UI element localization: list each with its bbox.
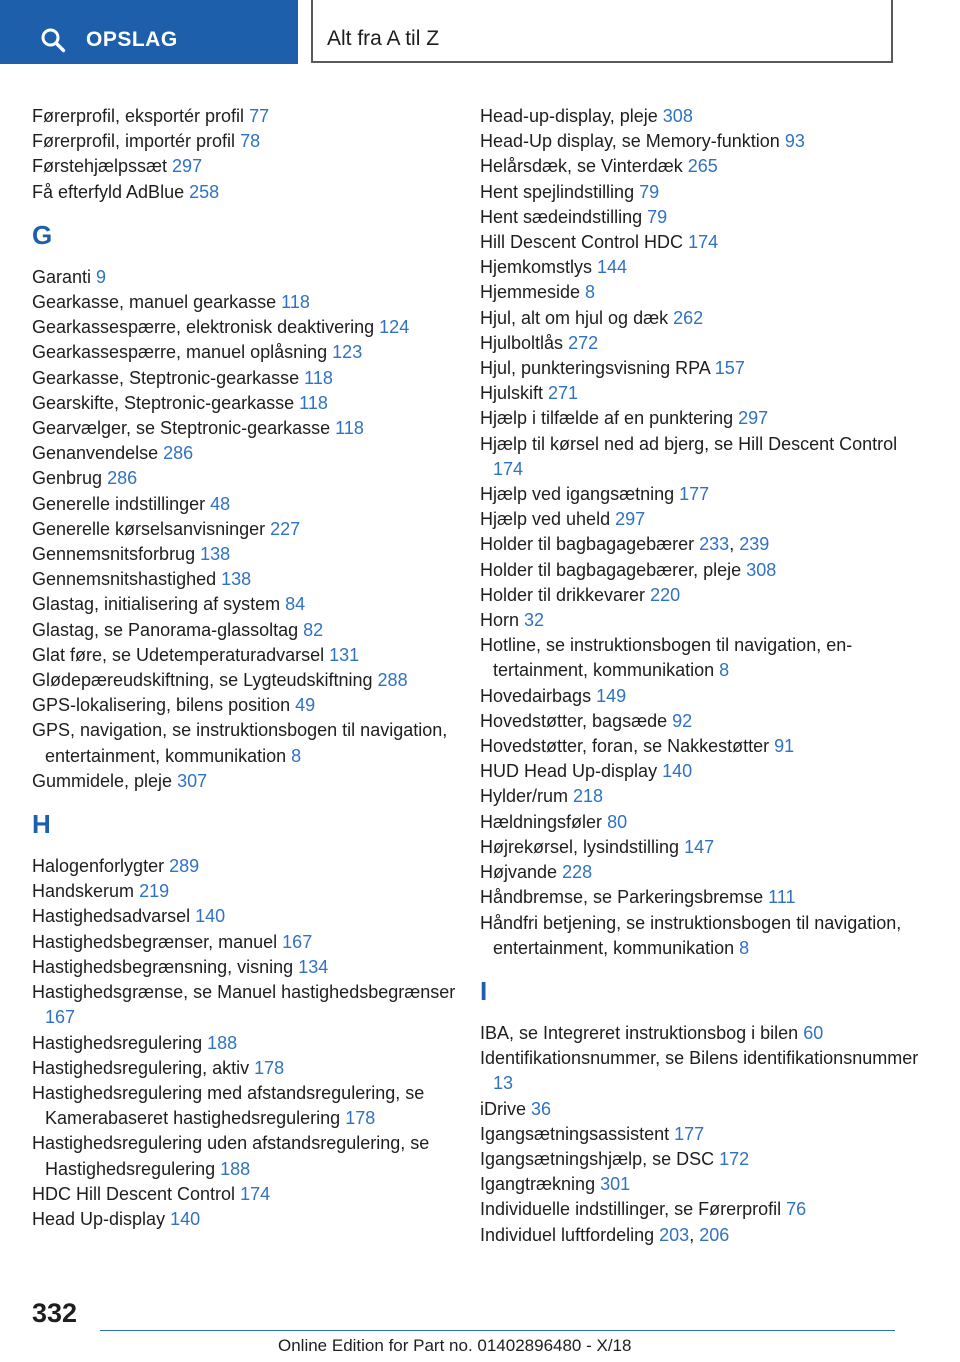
page-link[interactable]: 79 [639,181,660,202]
page-link[interactable]: 78 [240,131,261,152]
index-entry-text: Hylder/rum [480,786,569,807]
page-link[interactable]: 140 [195,906,226,927]
page-link[interactable]: 178 [254,1057,285,1078]
index-entry-text: Hastighedsbegrænser, manuel [32,931,278,952]
page-link[interactable]: 286 [163,443,194,464]
page-link[interactable]: 297 [738,408,769,429]
tab-opslag-label: OPSLAG [86,28,178,51]
page-link[interactable]: 118 [299,392,328,413]
index-entry [480,633,925,683]
index-entry [32,391,457,416]
index-entry-text: Hastighedsadvarsel [32,906,191,927]
index-entry [480,911,925,961]
index-entry-text: Hjul, alt om hjul og dæk [480,307,669,328]
section-letter: H [32,809,51,840]
index-entry-text: Glastag, initialisering af system [32,594,281,615]
index-column-right [480,104,925,1248]
index-entry-text: Individuelle indstillinger, se Førerprofil [480,1199,782,1220]
index-entry [480,684,925,709]
index-entry [32,618,457,643]
page-link[interactable]: 149 [596,685,627,706]
page-link[interactable]: 286 [107,468,138,489]
index-entry-text: Hent sædeindstilling [480,206,643,227]
index-entry-text: Hovedstøtter, bagsæde [480,710,668,731]
page-link[interactable]: 272 [568,332,599,353]
index-entry [32,265,457,290]
index-entry-text: Identifikationsnummer, se Bilens identifikationsnummer [480,1048,919,1069]
index-entry [32,693,457,718]
page-link[interactable]: 118 [304,367,333,388]
page-link[interactable]: 157 [714,358,745,379]
index-entry [480,1122,925,1147]
page-link[interactable]: 177 [679,484,710,505]
index-entry [32,1131,457,1181]
index-entry-text: Hovedstøtter, foran, se Nakkestøtter [480,736,770,757]
page-link[interactable]: 8 [739,937,750,958]
page-link[interactable]: 8 [719,660,730,681]
index-entry [480,835,925,860]
page-link[interactable]: 174 [240,1183,271,1204]
index-entry-text: Hældningsføler [480,811,603,832]
page-link[interactable]: 172 [719,1148,750,1169]
breadcrumb [311,0,893,63]
index-entry-text: Garanti [32,266,92,287]
index-entry-text: Hastighedsbegrænsning, visning [32,956,294,977]
index-entry-text: HUD Head Up-display [480,761,658,782]
page-link[interactable]: 131 [329,644,360,665]
index-entry [32,180,457,205]
page-link[interactable]: 140 [662,761,693,782]
page-link[interactable]: 144 [597,257,628,278]
index-entry [480,406,925,431]
index-entry-text: Hastighedsregulering uden afstandsregulering, se Hastighedsregulering [32,1133,430,1179]
index-entry [480,230,925,255]
breadcrumb-label: Alt fra A til Z [327,27,440,50]
page-link[interactable]: 188 [207,1032,238,1053]
page-link[interactable]: 271 [548,383,579,404]
index-entry-text: Halogenforlygter [32,856,165,877]
index-entry-text: Hastighedsgrænse, se Manuel hastighedsbegrænser [32,982,456,1003]
page-link[interactable]: 111 [768,887,796,908]
index-entry-text: Holder til bagbagagebærer [480,534,695,555]
index-entry-text: Gearkasse, Steptronic-gearkasse [32,367,300,388]
index-entry [480,104,925,129]
page-link[interactable]: 219 [139,881,170,902]
index-entry-text: Igangsætningshjælp, se DSC [480,1148,715,1169]
page-link[interactable]: 174 [688,232,719,253]
page-link[interactable]: 82 [303,619,324,640]
index-entry-text: Glat føre, se Udetemperaturadvarsel [32,644,325,665]
index-entry-text: Hjulskift [480,383,544,404]
index-entry-text: Hotline, se instruktionsbogen til navigation, entertainment, kommunikation [480,635,853,681]
index-entry [32,154,457,179]
page-link[interactable]: 134 [298,956,329,977]
index-entry-text: iDrive [480,1098,527,1119]
search-icon [40,27,66,53]
index-entry-text: Hjælp ved igangsætning [480,484,675,505]
index-entry-text: Igangtrækning [480,1174,596,1195]
page-number: 332 [32,1298,78,1328]
page-link[interactable]: 60 [803,1022,824,1043]
page-link[interactable]: 174 [493,458,524,479]
index-entry-text: Hjælp i tilfælde af en punktering [480,408,734,429]
page-link[interactable]: 49 [295,695,316,716]
index-entry [32,441,457,466]
index-entry [32,769,457,794]
index-entry-text: Få efterfyld AdBlue [32,181,185,202]
page-link[interactable]: 140 [170,1208,201,1229]
tab-opslag[interactable] [0,0,298,64]
page-link[interactable]: 77 [249,106,270,126]
page-link[interactable]: 118 [281,292,310,313]
index-entry [32,416,457,441]
index-entry-text: Hastighedsregulering [32,1032,203,1053]
index-entry [480,280,925,305]
page-link[interactable]: 227 [270,518,301,539]
page-link[interactable]: 177 [674,1123,705,1144]
page-link[interactable]: 262 [673,307,704,328]
page-link[interactable]: 92 [672,710,693,731]
page-link[interactable]: 79 [647,206,668,227]
index-entry [32,930,457,955]
index-entry [32,104,457,129]
index-entry [32,854,457,879]
page-link[interactable]: 188 [220,1158,251,1179]
index-entry-text: Hjulboltlås [480,332,564,353]
index-column-left [32,104,457,1232]
page-link[interactable]: 8 [585,282,596,303]
index-entry [480,1147,925,1172]
page-link[interactable]: 13 [493,1073,514,1094]
index-entry [480,810,925,835]
index-entry [32,290,457,315]
index-entry-text: Handskerum [32,881,135,902]
index-entry-text: Gearkasse, manuel gearkasse [32,292,277,313]
page-link[interactable]: 167 [45,1007,76,1028]
index-entry-text: Håndfri betjening, se instruktionsbogen til navigation, entertainment, kommunikation [480,912,902,958]
index-entry [32,955,457,980]
index-entry [32,643,457,668]
index-entry [480,1046,925,1096]
index-entry-text: Holder til bagbagagebærer, pleje [480,559,742,580]
page-link[interactable]: 124 [379,317,410,338]
index-entry-text: Gearvælger, se Steptronic-gearkasse [32,418,331,439]
index-entry [480,482,925,507]
index-entry [32,466,457,491]
index-entry [480,608,925,633]
index-entry-text: Gearskifte, Steptronic-gearkasse [32,392,295,413]
index-entry [32,1081,457,1131]
index-entry-text: Førstehjælpssæt [32,156,168,177]
index-entry [32,718,457,768]
page-link[interactable]: 36 [531,1098,552,1119]
page-link[interactable]: 8 [291,745,302,766]
index-entry-text: Hjemkomstlys [480,257,593,278]
index-entry-text: Førerprofil, importér profil [32,131,236,152]
index-entry [480,1172,925,1197]
page-link[interactable]: 76 [786,1199,807,1220]
index-entry-text: Hent spejlindstilling [480,181,635,202]
page-link[interactable]: 32 [524,610,545,631]
index-entry-text: Hovedairbags [480,685,592,706]
page-link[interactable]: 138 [200,544,231,565]
page-link[interactable]: 178 [345,1108,376,1129]
index-entry-text: GPS, navigation, se instruktionsbogen til navigation, entertainment, kommunikation [32,720,448,766]
index-entry-text: Højrekørsel, lysindstilling [480,836,680,857]
index-entry [32,542,457,567]
index-entry-text: Glødepæreudskiftning, se Lygteudskiftning [32,670,373,691]
page-link[interactable]: 228 [562,862,593,883]
index-entry [480,255,925,280]
index-entry [480,759,925,784]
page-link[interactable]: 84 [285,594,306,615]
page-link[interactable]: 297 [172,156,203,177]
index-entry-text: GPS-lokalisering, bilens position [32,695,291,716]
index-entry-text: Holder til drikkevarer [480,584,646,605]
page-link[interactable]: 307 [177,770,208,791]
index-entry [32,980,457,1030]
footer-edition: Online Edition for Part no. 01402896480 - X/18 [278,1336,632,1355]
index-entry-text: Førerprofil, eksportér profil [32,106,245,126]
index-entry [480,432,925,482]
index-entry [480,860,925,885]
index-entry-text: HDC Hill Descent Control [32,1183,236,1204]
index-entry [32,1182,457,1207]
index-entry-text: Helårsdæk, se Vinterdæk [480,156,683,177]
index-entry [480,356,925,381]
index-entry-text: Hastighedsregulering, aktiv [32,1057,250,1078]
index-entry-text: Håndbremse, se Parkeringsbremse [480,887,764,908]
index-entry [480,734,925,759]
index-entry-text: Gennemsnitshastighed [32,569,217,590]
index-entry [32,366,457,391]
index-entry [480,1197,925,1222]
index-entry-text: Genanvendelse [32,443,159,464]
index-entry [480,129,925,154]
index-entry-text: Generelle indstillinger [32,493,206,514]
page-link[interactable]: 218 [573,786,604,807]
section-letter: G [32,219,53,250]
index-entry-text: Hjælp til kørsel ned ad bjerg, se Hill Descent Control [480,433,898,454]
page-link[interactable]: 301 [600,1174,631,1195]
page-link[interactable]: 167 [282,931,313,952]
index-entry [32,492,457,517]
page-link[interactable]: 233 [699,534,730,555]
page-link[interactable]: 288 [377,670,408,691]
section-letter: I [480,975,488,1006]
index-entry [32,879,457,904]
index-entry [480,583,925,608]
page-link[interactable]: 206 [699,1224,730,1245]
page-link[interactable]: 297 [615,509,646,530]
page-link[interactable]: 138 [221,569,252,590]
index-entry-text: Højvande [480,862,558,883]
index-entry-text: Head-Up display, se Memory-funktion [480,131,780,152]
index-entry-text: Gummidele, pleje [32,770,173,791]
index-entry [32,592,457,617]
index-entry [480,784,925,809]
index-entry [32,1056,457,1081]
page-link[interactable]: 239 [739,534,770,555]
index-entry [32,517,457,542]
page-link[interactable]: 308 [746,559,777,580]
index-entry-text: Hastighedsregulering med afstandsregulering, se Kamerabaseret hastighedsregulering [32,1082,425,1129]
index-entry [480,306,925,331]
index-entry [480,381,925,406]
index-entry [480,709,925,734]
page-link[interactable]: 220 [650,584,681,605]
index-entry-text: Generelle kørselsanvisninger [32,518,266,539]
index-entry-text: Hjemmeside [480,282,581,303]
page-link[interactable]: 80 [607,811,628,832]
index-entry [32,1207,457,1232]
index-entry [32,1031,457,1056]
page-link[interactable]: 123 [332,342,363,363]
index-entry-text: IBA, se Integreret instruktionsbog i bilen [480,1022,799,1043]
footer-divider [100,1330,895,1331]
page-link[interactable]: 265 [687,156,718,177]
index-entry [32,129,457,154]
index-entry: Holder til bagbagagebærer 233, 239 [480,534,770,555]
index-entry-text: Hjul, punkteringsvisning RPA [480,358,710,379]
index-entry-text: Gennemsnitsforbrug [32,544,196,565]
index-entry [480,885,925,910]
index-entry-text: Head Up-display [32,1208,166,1229]
index-entry-text: Igangsætningsassistent [480,1123,670,1144]
page-link[interactable]: 93 [784,131,805,152]
index-entry [480,558,925,583]
index-entry-text: Head-up-display, pleje [480,106,658,126]
index-entry [32,340,457,365]
page-link[interactable]: 258 [189,181,220,202]
index-entry [32,904,457,929]
index-entry [480,154,925,179]
index-entry-text: Hill Descent Control HDC [480,232,684,253]
index-entry [32,567,457,592]
index-entry [480,507,925,532]
page-link[interactable]: 308 [662,106,693,126]
index-entry-text: Individuel luftfordeling [480,1224,655,1245]
index-entry [480,1097,925,1122]
index-entry-text: Glastag, se Panorama-glassoltag [32,619,299,640]
index-entry-text: Gearkassespærre, manuel oplåsning [32,342,328,363]
page-link[interactable]: 48 [210,493,231,514]
index-entry-text: Genbrug [32,468,103,489]
index-entry [32,668,457,693]
index-entry [480,331,925,356]
page-link[interactable]: 118 [335,418,364,439]
index-entry-text: Gearkassespærre, elektronisk deaktivering [32,317,375,338]
index-entry-text: Horn [480,610,520,631]
index-entry [480,205,925,230]
page-link[interactable]: 289 [169,856,200,877]
index-entry [480,1021,925,1046]
index-entry: Individuel luftfordeling 203, 206 [480,1224,730,1245]
index-entry-text: Hjælp ved uheld [480,509,611,530]
index-entry [32,315,457,340]
page-link[interactable]: 91 [774,736,795,757]
page-link[interactable]: 147 [684,836,715,857]
page-link[interactable]: 9 [96,266,107,287]
index-entry [480,180,925,205]
page-link[interactable]: 203 [659,1224,690,1245]
